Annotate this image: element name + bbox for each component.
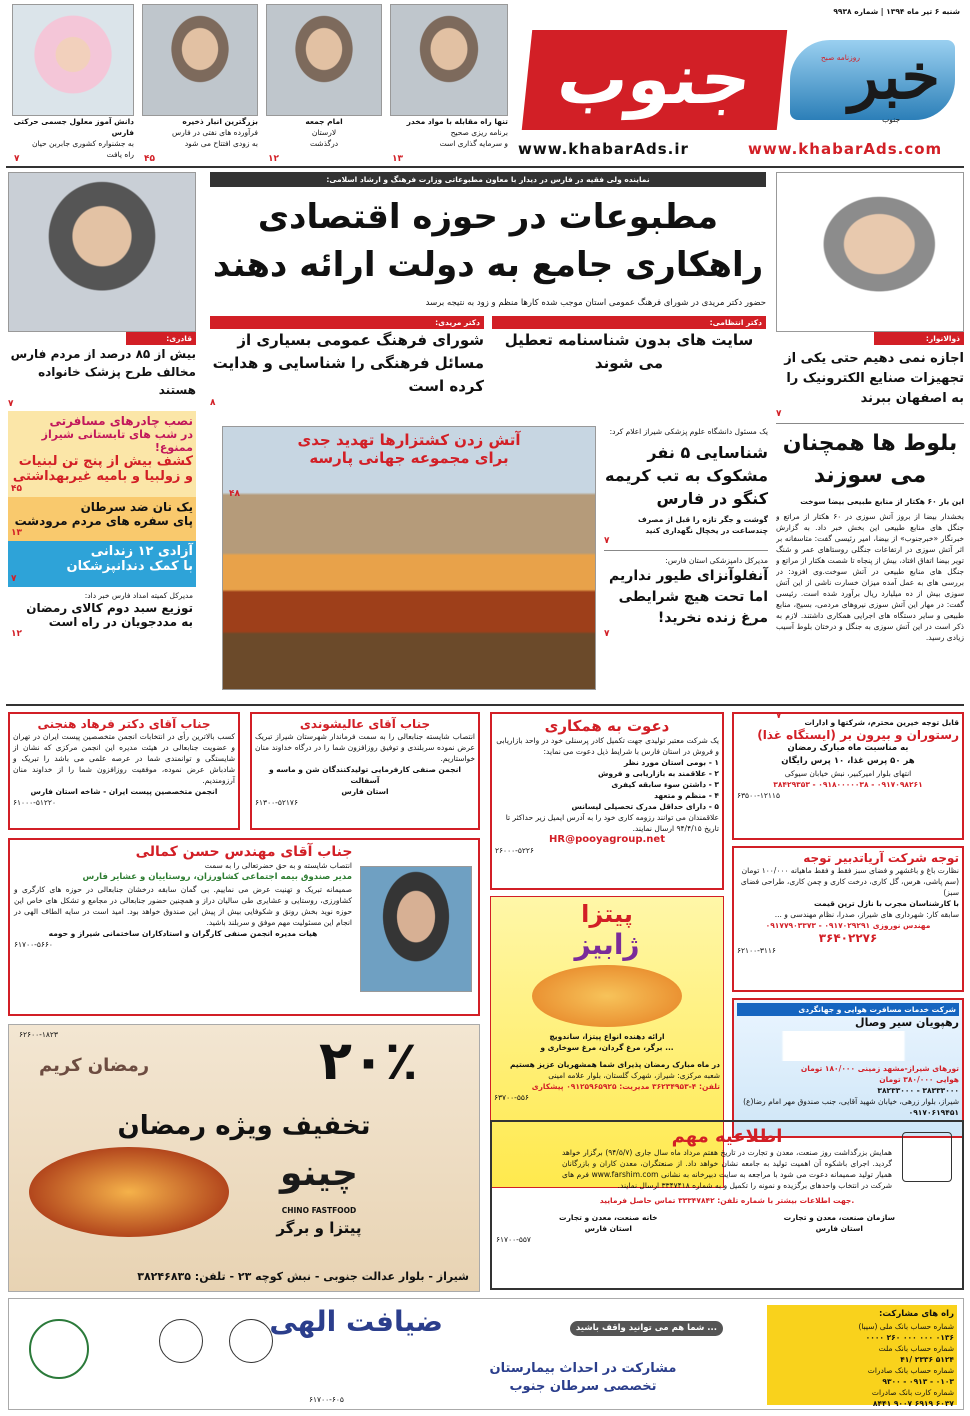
moridi-column[interactable]: دکتر مریدی: شورای فرهنگ عمومی بسیاری از مسائل فرهنگی را شناسایی و هدایت کرده است ۸ <box>210 318 484 408</box>
ad-charity[interactable]: راه های مشارکت: شماره حساب بانک ملی (سیبا) ۰۱۳۶ ۰۰۰ ۰۰۰ ۲۶۰ ۰۰۰۰ شماره حساب بانک ملت ۵۱۲۴ ۲۳۳۶ /۴۱ شماره حساب بانک صادرات ۰۱۰۳ - ۰۹۱۳ - ۹۳۰۰ شماره کارت بانک صادرات ۶۰۳۷ ۶۹۱۹ ۹۰۰۷ ۸۴۴۱ ضیافت الهی شما هم می توانید واقف باشید ... مشارکت در احداث بیمارستان تخصصی سرطان جنوب ۶۱۷۰۰-۶۰۵ <box>8 1298 964 1410</box>
logo-small: جنوب <box>882 115 900 124</box>
zolanvar-photo <box>776 172 964 332</box>
lead-headline-1: مطبوعات در حوزه اقتصادی <box>257 197 719 237</box>
teaser-1[interactable]: تنها راه مقابله با مواد مخدر برنامه ریزی صحیح و سرمایه گذاری است ۱۳ <box>390 4 508 164</box>
emblem-icon <box>902 1132 952 1182</box>
ad-hanjani[interactable]: جناب آقای دکتر فرهاد هنجنی کسب بالاترین رأی در انتخابات انجمن متخصصین پیست ایران در تهران و عضویت جنابعالی در هیئت مدیره این انجمن مرکزی که نشان از شایستگی و توانمندی شما در عرصه علمی می باشد را تبریک و شادباش عرض نموده، موفقیت روزافزون شما را از خداوند منان آرزومندیم. انجمن متخصصین پیست ایران - شاخه استان فارس ۶۱۰۰۰-۵۱۲۲۰ <box>8 712 240 830</box>
ad-kamali[interactable]: جناب آقای مهندس حسن کمالی انتصاب شایسته و به حق حضرتعالی را به سمت مدیر صندوق بیمه اجتماعی کشاورزان، روستاییان و عشایر فارس صمیمانه تبریک و تهنیت عرض می نماییم. بی گمان سابقه درخشان جنابعالی در حوزه های کارگری و کشاورزی، روستایی و عشایری طی سالیان دراز و همچنین حضور جنابعالی در مجامع و تشکل های خاص این حوزه نوید بخش رونق و شکوفایی بیش از پیش این صندوق خواهد بود. امید است در سایه الطاف الهی در انجام این مسئولیت مهم موفق و سربلند باشید. هیات مدیره انجمن صنفی کارگران و استادکاران ساختمانی شیراز و حومه ۶۱۷۰۰-۵۶۶۰ <box>8 838 480 1016</box>
left-column: قادری: بیش از ۸۵ درصد از مردم فارس مخالف طرح پزشک خانواده هستند ۷ نصب چادرهای مسافرتی در شب های تابستانی شیراز ممنوع! کشف بیش از پنج تن لبنیات و زولبیا و بامیه غیربهداشتی ۴۵ یک نان ضد سرطان پای سفره های مردم مرودشت ۱۳ آزادی ۱۲ زندانی با کمک دندانپزشکان ۷ مدیرکل کمیته امداد فارس خبر داد: توزیع سبد دوم کالای رمضان به مددجویان در راه است ۱۲ <box>8 172 196 702</box>
ghaderi-photo <box>8 172 196 332</box>
logo-khabar: خبر <box>848 40 940 113</box>
ghaderi-headline[interactable]: بیش از ۸۵ درصد از مردم فارس مخالف طرح پزشک خانواده هستند <box>10 347 196 397</box>
zolanvar-headline[interactable]: اجازه نمی دهیم حتی یکی از تجهیزات صنایع الکترونیک را به اصفهان ببرند <box>784 351 964 406</box>
teaser-4[interactable]: دانش آموز معلول جسمی حرکتی فارس به جشنواره کشوری جابربن حیان راه یافت ۷ <box>12 4 134 164</box>
ramadan-basket-item[interactable]: مدیرکل کمیته امداد فارس خبر داد: توزیع سبد دوم کالای رمضان به مددجویان در راه است ۱۲ <box>11 591 193 639</box>
teaser-2[interactable]: امام جمعه لارستان درگذشت ۱۲ <box>266 4 382 164</box>
mid-column: یک مسئول دانشگاه علوم پزشکی شیراز اعلام کرد: شناسایی ۵ نفر مشکوک به تب کریمه کنگو در فارس گوشت و جگر تازه را قبل از مصرف چندساعت در یخچال نگهداری کنید ۷ مدیرکل دامپزشکی استان فارس: آنفلوآنزای طیور نداریم اما تحت هیچ شرایطی مرغ زنده نخرید! ۷ <box>604 427 768 639</box>
coop-email-link[interactable]: HR@pooyagroup.net <box>549 834 665 845</box>
airplane-icon <box>737 1031 959 1061</box>
ad-aalishvandi[interactable]: جناب آقای عالیشوندی انتصاب شایسته جنابعالی را به سمت فرماندار شهرستان شیراز تبریک عرض نموده سربلندی و توفیق روزافزون شما را در درگاه خداوند منان خواستاریم. انجمن صنفی کارفرمایی تولیدکنندگان شن و ماسه و آسفالت استان فارس ۶۱۳۰۰-۵۲۱۷۶ <box>250 712 480 830</box>
url-right[interactable]: www.khabarAds.com <box>748 140 943 158</box>
ad-restaurant[interactable]: قابل توجه خیرین محترم، شرکتها و ادارات رستوران و بیرون بر (ایستگاه غذا) به مناسبت ماه مبارک رمضان هر ۵۰ پرس غذا، ۱۰ پرس رایگان انتهای بلوار امیرکبیر، نبش خیابان سیوکی ۳۸۴۲۹۳۵۳ - ۰۹۱۸۰۰۰۰۰۳۸ - ۰۹۱۷۰۹۸۲۶۱ ۶۳۵۰۰-۱۲۱۱۵ <box>732 712 964 840</box>
charity-logo-icon <box>29 1319 89 1379</box>
ad-notice[interactable]: اطلاعیه مهم همایش بزرگداشت روز صنعت، معدن و تجارت در تاریخ هفتم مرداد ماه سال جاری (۹۴/۵/۷) برگزار خواهد گردید. اجرای باشکوه آن اهمیت تولید به جامعه نشان خواهد داد. از صنعتگران، معدن کاران و بازرگانان همیار تولید صمیمانه دعوت می شود با مراجعه به سایت دبیرخانه به نشانی www.farshim.com فرم های شرکت در انتخاب واحدهای برگزیده و نمونه را تکمیل و به شماره ۳۳۴۷۴۱۸ ارسال نمایند. جهت اطلاعات بیشتر با شماره تلفن: ۳۳۳۴۷۸۴۲ تماس حاصل فرمایید. خانه صنعت، معدن و تجارت استان فارس سازمان صنعت، معدن و تجارت استان فارس ۶۱۷۰۰-۵۵۷ <box>490 1120 964 1290</box>
prisoners-item[interactable]: آزادی ۱۲ زندانی با کمک دندانپزشکان ۷ <box>8 541 196 587</box>
right-column: ذوالانوار: اجازه نمی دهیم حتی یکی از تجهیزات صنایع الکترونیک را به اصفهان ببرند ۷ بلوط ها همچنان می سوزند این بار ۶۰ هکتار از منابع طبیعی بیضا سوخت بخشدار بیضا از بروز آتش سوزی در ۶۰ هکتار از مراتع و جنگل های منابع طبیعی این بخش خبر داد. به گزارش خبرنگار «خبرجنوب» از بیضا، امیر رئیسی گفت: متاسفانه بر اثر آتش سوزی در ارتفاعات جنگلی روستاهای عمر و شنگ تویر بیضا اتفاق افتاد، بیش از پنجاه تا شصت هکتار از مراتع و جنگل های منابع طبیعی در آتش سوخت.وی افزود: در بررسی های به عمل آمده میزان خسارت ناشی از این آتش سوزی بیش از ده میلیارد ریال برآورد شده است. رئیسی گفت: در مهار این آتش سوزی نیروهای مردمی، بسیج، منابع طبیعی و سایر دستگاه های اجرایی همکاری داشتند. لازم به ذکر است در این آتش سوزی به جنگل و درختان بلوط آسیب زیادی رسید. ۷ <box>776 172 964 702</box>
kamali-photo <box>360 866 472 992</box>
congo-fever-headline[interactable]: شناسایی ۵ نفر مشکوک به تب کریمه کنگو در فارس <box>605 443 768 508</box>
ad-cooperation[interactable]: دعوت به همکاری یک شرکت معتبر تولیدی جهت تکمیل کادر پرسنلی خود در واحد بازاریابی و فروش در استان فارس با شرایط ذیل دعوت می نماید: ۱ - بومی استان مورد نظر ۲ - علاقمند به بازاریابی و فروش ۳ - داشتن سوء سابقه کیفری ۴ - منظم و متعهد ۵ - دارای حداقل مدرک تحصیلی لیسانس علاقمندان می توانند رزومه کاری خود را به آدرس ایمیل زیر حداکثر تا تاریخ ۹۴/۴/۱۵ ارسال نمایند. HR@pooyagroup.net ۲۶۰۰۰-۵۲۲۶ <box>490 712 724 890</box>
org-logo-icon <box>229 1319 273 1363</box>
ad-chino[interactable]: ۲۰٪ رمضان کریم تخفیف ویژه رمضان چینو CHINO FASTFOOD پیتزا و برگر شیراز - بلوار عدالت جنوبی - نبش کوچه ۲۳ - تلفن: ۳۸۲۴۶۸۳۵ ۶۲۶۰۰-۱۸۲۳ <box>8 1024 480 1292</box>
pizza-icon <box>532 965 682 1027</box>
ad-pizza[interactable]: پیتزا ژابیز ارائه دهنده انواع پیتزا، ساندویچ برگر، مرغ گردان، مرغ سوخاری و ... در ماه مبارک رمضان پذیرای شما همشهریان عزیز هستیم شعبه مرکزی: شیراز، شهرک گلستان، بلوار علامه امینی تلفن: ۴-۳۶۲۳۴۹۵۳ مدیریت: ۰۹۱۲۵۹۶۵۹۲۵ پیشکاری ۶۳۷۰۰-۵۵۶ <box>490 896 724 1188</box>
top-teasers <box>8 4 508 164</box>
divider <box>6 166 964 168</box>
url-left[interactable]: www.khabarAds.ir <box>518 140 689 158</box>
teaser-photo <box>12 4 134 116</box>
lead-headline-2: راهکاری جامع به دولت ارائه دهند <box>212 245 764 285</box>
entezami-column[interactable]: دکتر انتظامی: سایت های بدون شناسنامه تعطیل می شوند <box>492 316 766 408</box>
charity-accounts: راه های مشارکت: شماره حساب بانک ملی (سیبا) ۰۱۳۶ ۰۰۰ ۰۰۰ ۲۶۰ ۰۰۰۰ شماره حساب بانک ملت ۵۱۲۴ ۲۳۳۶ /۴۱ شماره حساب بانک صادرات ۰۱۰۳ - ۰۹۱۳ - ۹۳۰۰ شماره کارت بانک صادرات ۶۰۳۷ ۶۹۱۹ ۹۰۰۷ ۸۴۴۱ <box>767 1305 957 1405</box>
bird-flu-headline[interactable]: آنفلوآنزای طیور نداریم اما تحت هیچ شرایطی مرغ زنده نخرید! <box>609 568 768 626</box>
divider <box>6 704 964 706</box>
logo-main: جنوب <box>522 30 788 130</box>
tents-item[interactable]: نصب چادرهای مسافرتی در شب های تابستانی شیراز ممنوع! کشف بیش از پنج تن لبنیات و زولبیا و بامیه غیربهداشتی ۴۵ <box>8 411 196 497</box>
persepolis-fire-photo[interactable]: آتش زدن کشتزارها تهدید جدی برای مجموعه جهانی پارسه ۴۸ <box>222 426 596 690</box>
ad-travel[interactable]: شرکت خدمات مسافرت هوایی و جهانگردی رهپویان سیر وصال تورهای شیراز-مشهد زمینی ۱۸۰/۰۰۰ تومان هوایی ۳۸۰/۰۰۰ تومان ۳۸۳۳۳۰۰۰ - ۳۸۲۳۳۰۰۰ شیراز، بلوار زرهی، خیابان شهید آقایی، جنب صندوق مهر امام رضا(ع) ۰۹۱۷۰۶۱۹۴۵۱ <box>732 998 964 1138</box>
oak-story-title[interactable]: بلوط ها همچنان می سوزند <box>782 431 958 488</box>
masthead-logo <box>520 30 960 140</box>
teaser-3[interactable]: بزرگترین انبار ذخیره فرآورده های نفتی در فارس به زودی افتتاح می شود ۴۵ <box>142 4 258 164</box>
bread-item[interactable]: یک نان ضد سرطان پای سفره های مردم مرودشت ۱۳ <box>8 497 196 541</box>
oak-story-body: بخشدار بیضا از بروز آتش سوزی در ۶۰ هکتار از مراتع و جنگل های منابع طبیعی این بخش خبر داد. به گزارش خبرنگار «خبرجنوب» از بیضا، امیر رئیسی گفت: متاسفانه بر اثر آتش سوزی در ارتفاعات جنگلی روستاهای عمر و شنگ تویر بیضا اتفاق افتاد، بیش از پنجاه تا شصت هکتار از مراتع و جنگل های منابع طبیعی در آتش سوخت.وی افزود: در بررسی های به عمل آمده میزان خسارت ناشی از این آتش سوزی بیش از ده میلیارد ریال برآورد شده است. رئیسی گفت: در مهار این آتش سوزی نیروهای مردمی، بسیج، منابع طبیعی و سایر دستگاه های اجرایی همکاری داشتند. لازم به ذکر است در این آتش سوزی به جنگل و درختان بلوط آسیب زیادی رسید. <box>776 512 964 642</box>
logo-daily: روزنامه صبح <box>820 53 860 62</box>
date-line: شنبه ۶ تیر ماه ۱۳۹۴ | شماره ۹۹۳۸ <box>833 7 960 16</box>
teaser-photo <box>266 4 382 116</box>
ad-arya-tadbir[interactable]: توجه شرکت آریاتدبیر توجه نظارت باغ و باغشهر و فضای سبز فقط و فقط ماهیانه ۱۰۰/۰۰۰ تومان (سم پاشی، هرس، گل کاری، درخت کاری و چمن کاری، طراحی فضای سبز) با کارشناسان مجرب با نازل ترین قیمت سابقه کار: شهرداری های شیراز، صدرا، نظام مهندسی و ... ۰۹۱۷۷۹۰۳۳۷۳ - ۰۹۱۷۰۲۹۲۹۱ مهندس نوروزی ۳۶۴۰۲۲۷۶ ۶۲۱۰۰-۳۱۱۶ <box>732 846 964 992</box>
teaser-photo <box>390 4 508 116</box>
teaser-photo <box>142 4 258 116</box>
lead-story[interactable]: نماینده ولی فقیه در فارس در دیدار با معاون مطبوعاتی وزارت فرهنگ و ارشاد اسلامی: مطبوعات در حوزه اقتصادی راهکاری جامع به دولت ارائه دهند حضور دکتر مریدی در شورای فرهنگ عمومی استان موجب شده کارها منظم و زود به نتیجه برسد دکتر مریدی: شورای فرهنگ عمومی بسیاری از مسائل فرهنگی را شناسایی و هدایت کرده است ۸ دکتر انتظامی: سایت های بدون شناسنامه تعطیل می شوند <box>210 172 766 408</box>
pizza-icon <box>29 1147 229 1237</box>
org-logo-icon <box>159 1319 203 1363</box>
